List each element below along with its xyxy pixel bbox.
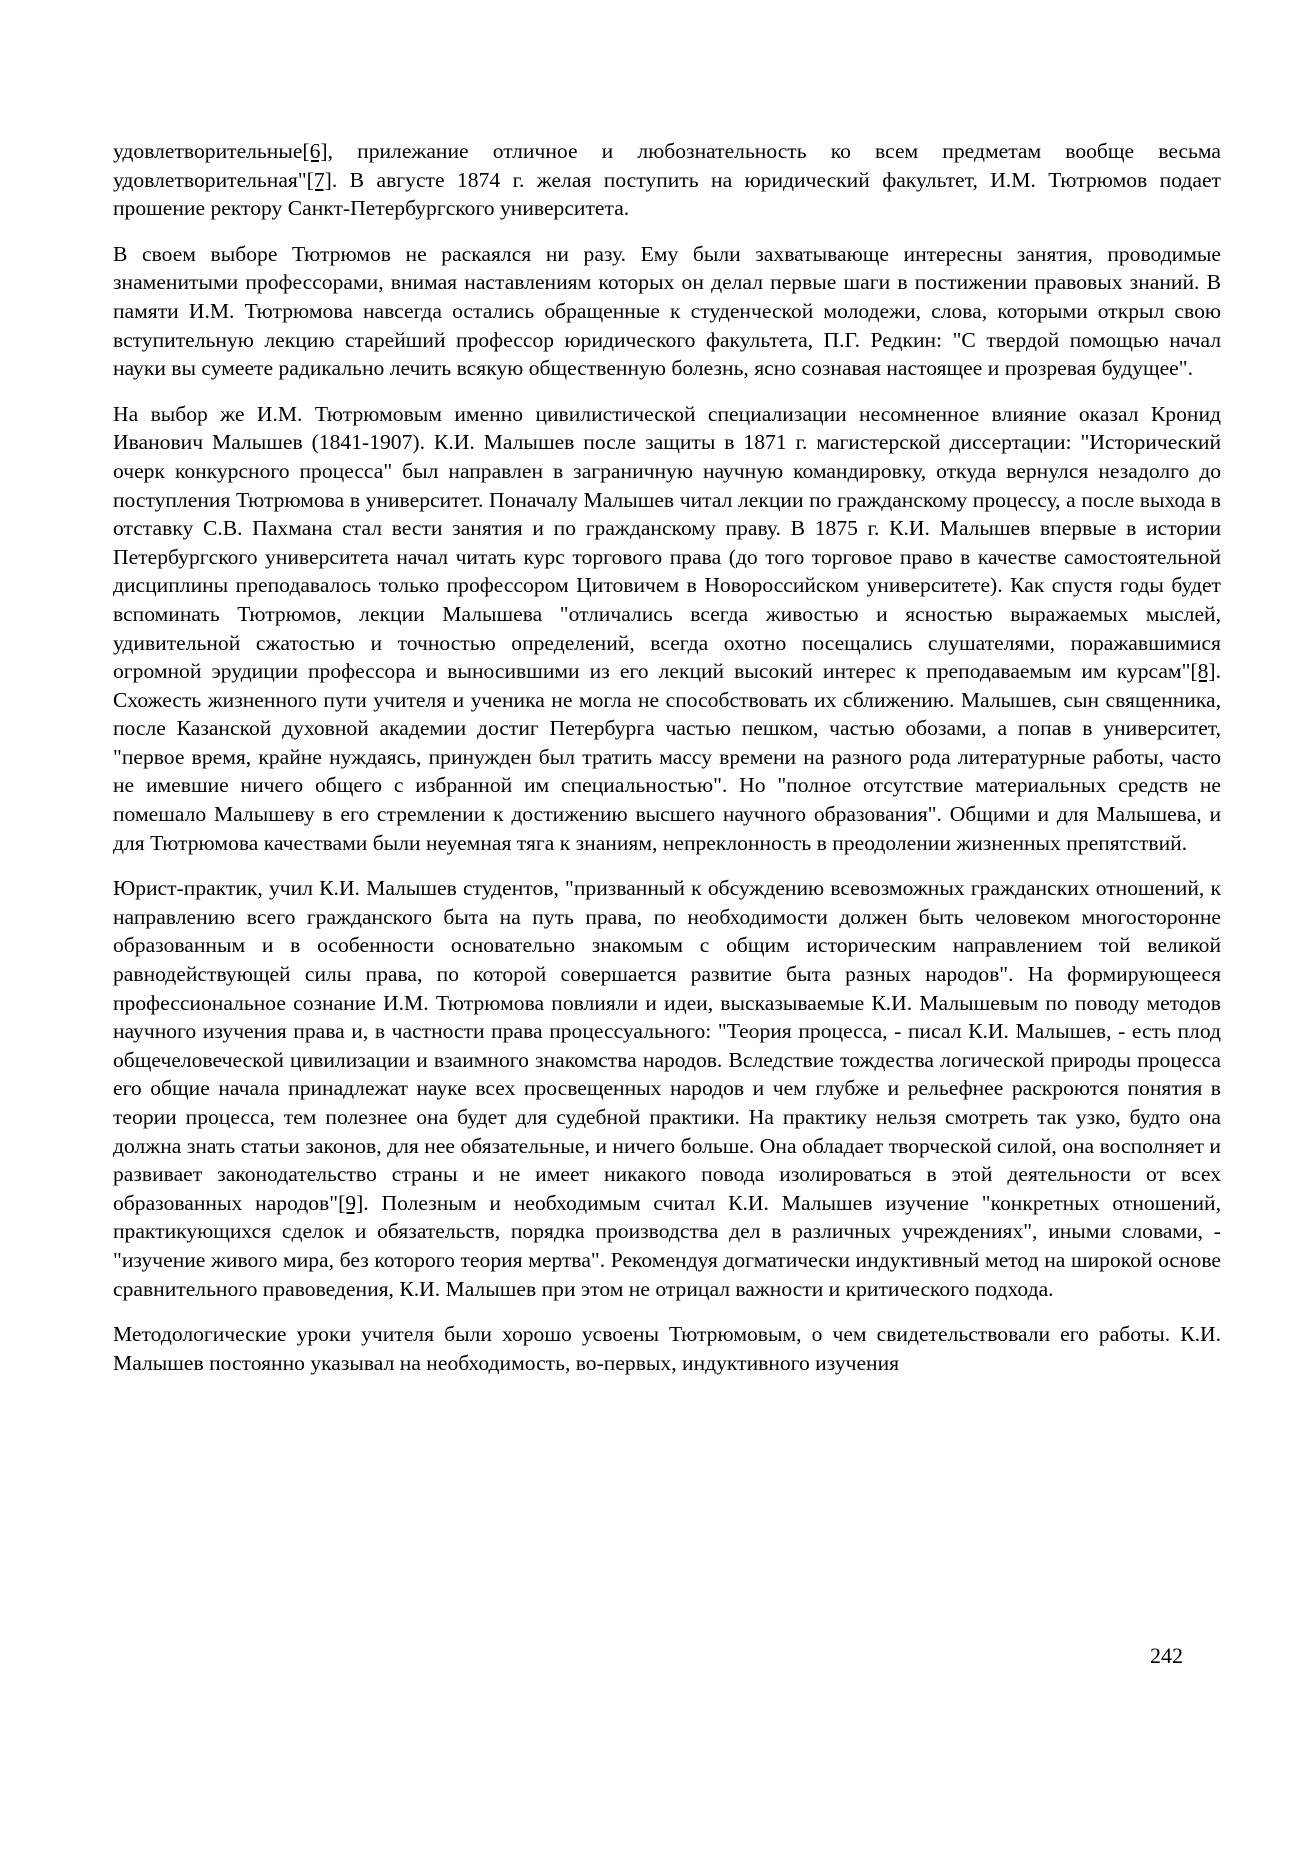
paragraph-text: . В августе 1874 г. желая поступить на юридический факультет, И.М. Тютрюмов подает прошение ректору Санкт-Петербургского университета. [113, 167, 1221, 221]
footnote-link-6[interactable]: [6] [302, 139, 328, 163]
footnote-link-9[interactable]: [9] [338, 1190, 364, 1215]
footnote-link-8[interactable]: [8] [1190, 659, 1216, 684]
paragraph-1 [113, 137, 1221, 223]
paragraph-text: . Схожесть жизненного пути учителя и ученика не могла не способствовать их сближению. Малышев, сын священника, после Казанской духовной академии достиг Петербурга частью пешком, частью обозами, а попав в университет, "первое время, крайне нуждаясь, принужден был тратить массу времени на разного рода литературные работы, часто не имевшие ничего общего с избранной им специальностью". Но "полное отсутствие материальных средств не помешало Малышеву в его стремлении к достижению высшего научного образования". Общими и для Малышева, и для Тютрюмова качествами были неуемная тяга к знаниям, непреклонность в преодолении жизненных препятствий. [113, 659, 1221, 855]
paragraph-text: . Полезным и необходимым считал К.И. Малышев изучение "конкретных отношений, практикующихся сделок и обязательств, порядка производства дел в различных учреждениях", иными словами, - "изучение живого мира, без которого теория мертва". Рекомендуя догматически индуктивный метод на широкой основе сравнительного правоведения, К.И. Малышев при этом не отрицал важности и критического подхода. [113, 1190, 1221, 1301]
paragraph-3 [113, 400, 1221, 858]
footnote-link-7[interactable]: [7] [306, 167, 332, 192]
paragraph-text: Методологические уроки учителя были хорошо усвоены Тютрюмовым, о чем свидетельствовали его работы. К.И. Малышев постоянно указывал на необходимость, во-первых, индуктивного изучения [113, 1322, 1221, 1375]
paragraph-text: , прилежание отличное и любознательность ко всем предметам вообще весьма удовлетворительная" [113, 139, 1221, 192]
paragraph-5 [113, 1320, 1221, 1377]
page-number: 242 [1150, 1643, 1183, 1668]
paragraph-4 [113, 874, 1221, 1303]
paragraph-text: Юрист-практик, учил К.И. Малышев студентов, "призванный к обсуждению всевозможных гражданских отношений, к направлению всего гражданского быта на путь права, по необходимости должен быть человеком многосторонне образованным и в особенности основательно знакомым с общим историческим направлением той великой равнодействующей силы права, по которой совершается развитие быта разных народов". На формирующееся профессиональное сознание И.М. Тютрюмова повлияли и идеи, высказываемые К.И. Малышевым по поводу методов научного изучения права и, в частности права процессуального: "Теория процесса, - писал К.И. Малышев, - есть плод общечеловеческой цивилизации и взаимного знакомства народов. Вследствие тождества логической природы процесса его общие начала принадлежат науке всех просвещенных народов и чем глубже и рельефнее раскроются понятия в теории процесса, тем полезнее она будет для судебной практики. На практику нельзя смотреть так узко, будто она должна знать статьи законов, для нее обязательные, и ничего больше. Она обладает творческой силой, она восполняет и развивает законодательство страны и не имеет никакого повода изолироваться в этой деятельности от всех образованных народов" [113, 876, 1221, 1215]
paragraph-text: В своем выборе Тютрюмов не раскаялся ни разу. Ему были захватывающе интересны занятия, проводимые знаменитыми профессорами, внимая наставлениям которых он делал первые шаги в постижении правовых знаний. В памяти И.М. Тютрюмова навсегда остались обращенные к студенческой молодежи, слова, которыми открыл свою вступительную лекцию старейший профессор юридического факультета, П.Г. Редкин: "С твердой помощью начал науки вы сумеете радикально лечить всякую общественную болезнь, ясно сознавая настоящее и прозревая будущее". [113, 241, 1221, 381]
paragraph-text: удовлетворительные [113, 139, 303, 163]
document-body [113, 137, 1221, 1394]
paragraph-text: На выбор же И.М. Тютрюмовым именно цивилистической специализации несомненное влияние оказал Кронид Иванович Малышев (1841-1907). К.И. Малышев после защиты в 1871 г. магистерской диссертации: "Исторический очерк конкурсного процесса" был направлен в заграничную научную командировку, откуда вернулся незадолго до поступления Тютрюмова в университет. Поначалу Малышев читал лекции по гражданскому процессу, а после выхода в отставку С.В. Пахмана стал вести занятия и по гражданскому праву. В 1875 г. К.И. Малышев впервые в истории Петербургского университета начал читать курс торгового права (до того торговое право в качестве самостоятельной дисциплины преподавалось только профессором Цитовичем в Новороссийском университете). Как спустя годы будет вспоминать Тютрюмов, лекции Малышева "отличались всегда живостью и ясностью выражаемых мыслей, удивительной сжатостью и точностью определений, всегда охотно посещались слушателями, поражавшимися огромной эрудиции профессора и выносившими из его лекций высокий интерес к преподаваемым им курсам" [113, 401, 1221, 684]
paragraph-2 [113, 240, 1221, 383]
